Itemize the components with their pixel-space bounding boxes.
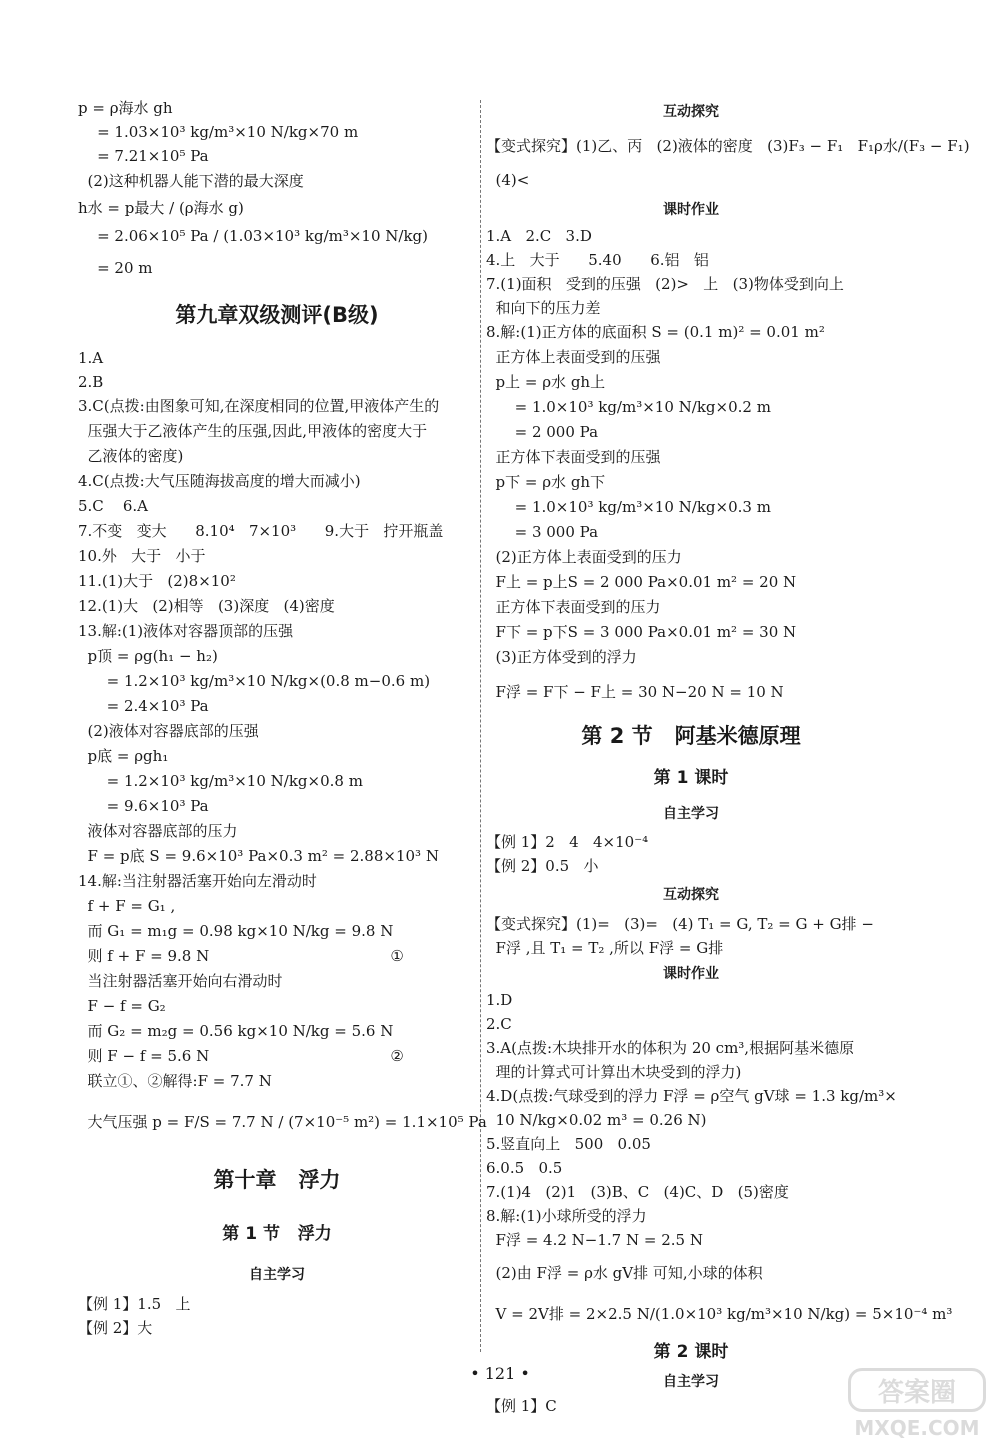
answer-line: p顶 = ρg(h₁ − h₂) (78, 647, 218, 665)
answer-line: = 3 000 Pa (486, 523, 599, 541)
chapter-heading: 第 2 节 阿基米德原理 (581, 724, 801, 748)
answer-line: = 1.0×10³ kg/m³×10 N/kg×0.3 m (486, 498, 771, 516)
answer-line: f + F = G₁ , (78, 897, 176, 915)
subsection-heading: 课时作业 (663, 966, 719, 982)
answer-line: 【例 1】1.5 上 (78, 1295, 191, 1313)
answer-line: 理的计算式可计算出木块受到的浮力) (486, 1063, 742, 1081)
answer-line: 2.B (78, 373, 104, 391)
answer-line: 8.解:(1)小球所受的浮力 (486, 1207, 647, 1225)
answer-line: 【变式探究】(1)乙、丙 (2)液体的密度 (3)F₃ − F₁ F₁ρ水/(F₃ − F₁) (486, 137, 970, 155)
answer-line: F = p底 S = 9.6×10³ Pa×0.3 m² = 2.88×10³ N (78, 847, 439, 865)
answer-line: 1.D (486, 991, 513, 1009)
answer-line: 正方体下表面受到的压力 (486, 598, 661, 616)
answer-line: p = ρ海水 gh (78, 99, 173, 117)
subsection-heading: 互动探究 (663, 887, 719, 903)
chapter-heading: 第九章双级测评(B级) (175, 303, 379, 327)
answer-line: 10.外 大于 小于 (78, 547, 206, 565)
answer-line: 2.C (486, 1015, 512, 1033)
answer-line: 4.上 大于 5.40 6.铝 铝 (486, 251, 709, 269)
answer-line: F下 = p下S = 3 000 Pa×0.01 m² = 30 N (486, 623, 797, 641)
answer-line: = 7.21×10⁵ Pa (78, 147, 209, 165)
answer-line: 5.竖直向上 500 0.05 (486, 1135, 651, 1153)
answer-line: 10 N/kg×0.02 m³ = 0.26 N) (486, 1111, 707, 1129)
answer-line: 乙液体的密度) (78, 447, 184, 465)
answer-line: = 20 m (78, 259, 153, 277)
answer-line: p下 = ρ水 gh下 (486, 473, 606, 491)
answer-line: p上 = ρ水 gh上 (486, 373, 606, 391)
answer-line: V = 2V排 = 2×2.5 N/(1.0×10³ kg/m³×10 N/kg) = 5×10⁻⁴ m³ (486, 1305, 953, 1323)
answer-line: (2)液体对容器底部的压强 (78, 722, 259, 740)
answer-line: 正方体上表面受到的压强 (486, 348, 661, 366)
watermark-mark: 答案圈 (848, 1368, 986, 1412)
answer-line: (2)这种机器人能下潜的最大深度 (78, 172, 304, 190)
answer-line: 1.A 2.C 3.D (486, 227, 592, 245)
answer-line: 【例 1】2 4 4×10⁻⁴ (486, 833, 649, 851)
answer-line: F − f = G₂ (78, 997, 166, 1015)
subsection-heading: 互动探究 (663, 104, 719, 120)
answer-line: 14.解:当注射器活塞开始向左滑动时 (78, 872, 317, 890)
answer-line: (4)< (486, 171, 530, 189)
answer-line: 【例 2】0.5 小 (486, 857, 599, 875)
answer-line: 压强大于乙液体产生的压强,因此,甲液体的密度大于 (78, 422, 428, 440)
answer-line: 8.解:(1)正方体的底面积 S = (0.1 m)² = 0.01 m² (486, 323, 825, 341)
answer-line: F浮 = F下 − F上 = 30 N−20 N = 10 N (486, 683, 784, 701)
subsection-heading: 自主学习 (249, 1267, 305, 1283)
answer-line: 大气压强 p = F/S = 7.7 N / (7×10⁻⁵ m²) = 1.1×10⁵ Pa (78, 1113, 487, 1131)
answer-line: 联立①、②解得:F = 7.7 N (78, 1072, 272, 1090)
subsection-heading: 自主学习 (663, 1374, 719, 1390)
answer-line: 12.(1)大 (2)相等 (3)深度 (4)密度 (78, 597, 335, 615)
answer-line: = 2 000 Pa (486, 423, 599, 441)
answer-line: h水 = p最大 / (ρ海水 g) (78, 199, 244, 217)
watermark-logo (848, 1368, 986, 1442)
answer-line: 7.不变 变大 8.10⁴ 7×10³ 9.大于 拧开瓶盖 (78, 522, 444, 540)
answer-line: F上 = p上S = 2 000 Pa×0.01 m² = 20 N (486, 573, 797, 591)
answer-line: 和向下的压力差 (486, 299, 601, 317)
answer-line: (2)正方体上表面受到的压力 (486, 548, 682, 566)
answer-line: = 9.6×10³ Pa (78, 797, 209, 815)
section-heading: 第 2 课时 (653, 1342, 729, 1362)
answer-line: 13.解:(1)液体对容器顶部的压强 (78, 622, 294, 640)
answer-line: 7.(1)面积 受到的压强 (2)> 上 (3)物体受到向上 (486, 275, 844, 293)
answer-line: p底 = ρgh₁ (78, 747, 169, 765)
answer-line: 正方体下表面受到的压强 (486, 448, 661, 466)
answer-line: 液体对容器底部的压力 (78, 822, 238, 840)
answer-line: 则 f + F = 9.8 N ① (78, 947, 404, 965)
answer-line: F浮 ,且 T₁ = T₂ ,所以 F浮 = G排 (486, 939, 724, 957)
left-column (78, 96, 487, 1340)
answer-line: (2)由 F浮 = ρ水 gV排 可知,小球的体积 (486, 1264, 763, 1282)
answer-line: = 1.2×10³ kg/m³×10 N/kg×0.8 m (78, 772, 363, 790)
answer-line: 3.C(点拨:由图象可知,在深度相同的位置,甲液体产生的 (78, 397, 440, 415)
answer-line: 7.(1)4 (2)1 (3)B、C (4)C、D (5)密度 (486, 1183, 789, 1201)
answer-line: 5.C 6.A (78, 497, 149, 515)
answer-line: 3.A(点拨:木块排开水的体积为 20 cm³,根据阿基米德原 (486, 1039, 855, 1057)
answer-line: 11.(1)大于 (2)8×10² (78, 572, 236, 590)
answer-line: 【例 2】大 (78, 1319, 153, 1337)
answer-line: 而 G₂ = m₂g = 0.56 kg×10 N/kg = 5.6 N (78, 1022, 394, 1040)
section-heading: 第 1 课时 (653, 768, 729, 788)
column-divider (480, 100, 481, 1352)
answer-line: = 1.03×10³ kg/m³×10 N/kg×70 m (78, 123, 359, 141)
answer-line: = 1.0×10³ kg/m³×10 N/kg×0.2 m (486, 398, 771, 416)
answer-line: 【例 1】C (486, 1397, 557, 1415)
subsection-heading: 课时作业 (663, 202, 719, 218)
page-number: • 121 • (470, 1364, 530, 1383)
answer-line: 而 G₁ = m₁g = 0.98 kg×10 N/kg = 9.8 N (78, 922, 394, 940)
answer-line: = 2.4×10³ Pa (78, 697, 209, 715)
chapter-heading: 第十章 浮力 (213, 1168, 341, 1192)
answer-line: 【变式探究】(1)= (3)= (4) T₁ = G, T₂ = G + G排 − (486, 915, 874, 933)
section-heading: 第 1 节 浮力 (222, 1224, 332, 1244)
answer-line: 6.0.5 0.5 (486, 1159, 563, 1177)
answer-line: = 1.2×10³ kg/m³×10 N/kg×(0.8 m−0.6 m) (78, 672, 431, 690)
answer-line: 则 F − f = 5.6 N ② (78, 1047, 404, 1065)
watermark-text: MXQE.COM (854, 1416, 980, 1440)
answer-line: F浮 = 4.2 N−1.7 N = 2.5 N (486, 1231, 703, 1249)
answer-line: = 2.06×10⁵ Pa / (1.03×10³ kg/m³×10 N/kg) (78, 227, 429, 245)
answer-line: (3)正方体受到的浮力 (486, 648, 637, 666)
answer-line: 4.D(点拨:气球受到的浮力 F浮 = ρ空气 gV球 = 1.3 kg/m³× (486, 1087, 897, 1105)
answer-line: 4.C(点拨:大气压随海拔高度的增大而减小) (78, 472, 361, 490)
subsection-heading: 自主学习 (663, 806, 719, 822)
answer-line: 当注射器活塞开始向右滑动时 (78, 972, 283, 990)
answer-line: 1.A (78, 349, 104, 367)
